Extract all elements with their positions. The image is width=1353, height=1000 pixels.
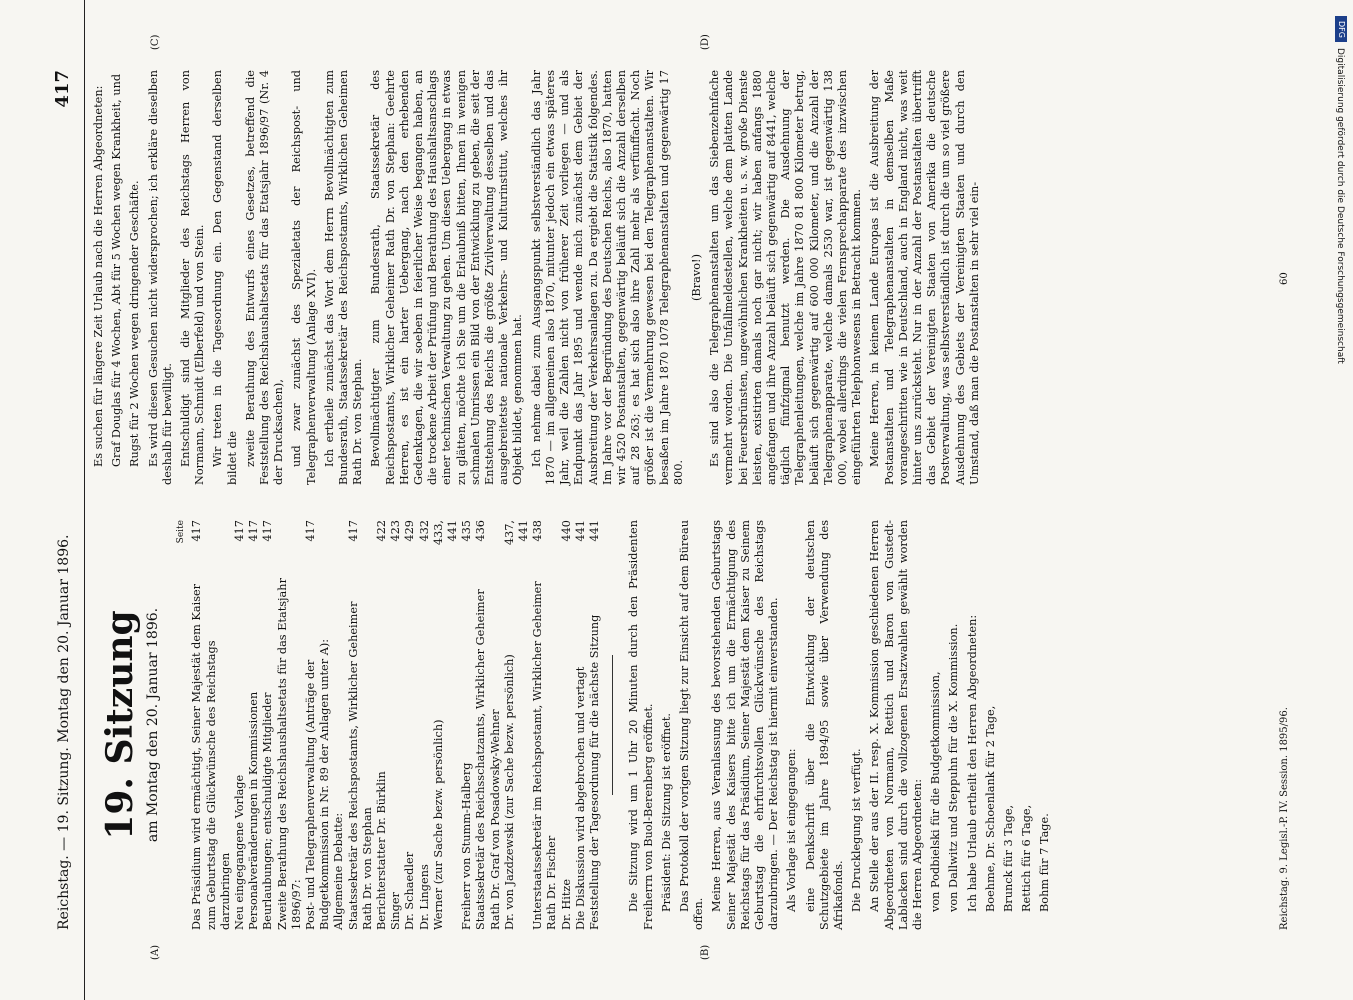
- running-head: Reichstag. — 19. Sitzung. Montag den 20. Januar 1896.: [56, 534, 72, 930]
- toc-entry: Unterstaatssekretär im Reichspostamt, Wirklicher Geheimer Rath Dr. Fischer: [531, 581, 559, 930]
- marginal-b: (B): [700, 944, 711, 960]
- toc-entry: Werner (zur Sache bezw. persönlich): [431, 719, 445, 930]
- toc-entry: Dr. Hitze: [559, 878, 573, 930]
- toc-row: [588, 520, 602, 930]
- paragraph: von Dallwitz und Steppuhn für die X. Kommission.: [947, 623, 961, 912]
- toc-page: 417: [304, 520, 318, 542]
- toc-entry: Die Diskussion wird abgebrochen und vertagt: [573, 666, 587, 930]
- toc-row: [403, 520, 417, 930]
- toc-entry: Zweite Berathung des Reichshaushaltsetats für das Etatsjahr 1896/97:: [275, 578, 303, 930]
- column-left: [92, 520, 1292, 930]
- toc-entry: Das Präsidium wird ermächtigt, Seiner Majestät dem Kaiser zum Geburtstag die Glückwünsche des Reichstags darzubringen: [190, 583, 232, 930]
- column-left-footer: Reichstag. 9. Legisl.-P. IV. Session. 1895/96.: [1278, 707, 1290, 930]
- toc-page: 429: [403, 520, 417, 542]
- marginal-a: (A): [150, 944, 161, 960]
- toc-row: [531, 520, 559, 930]
- paragraph: Es wird diesen Gesuchen nicht widersprochen; ich erkläre dieselben deshalb für bewilligt.: [146, 70, 174, 485]
- toc-row: [503, 520, 531, 930]
- toc-page: 417: [261, 520, 275, 542]
- paragraph: Bohm für 7 Tage.: [1038, 813, 1052, 912]
- toc-row: [261, 520, 275, 930]
- toc-entry: Singer: [389, 892, 403, 930]
- toc-entry: Dr. Lingens: [417, 864, 431, 930]
- toc-entry: Dr. von Jazdzewski (zur Sache bezw. persönlich): [502, 654, 516, 930]
- paragraph: Das Protokoll der vorigen Sitzung liegt zur Einsicht auf dem Büreau offen.: [677, 520, 706, 930]
- column-right-footer: 60: [1278, 272, 1290, 285]
- toc-page-label: Seite: [176, 520, 187, 544]
- page-number: 417: [52, 70, 73, 108]
- toc-page: 440: [559, 520, 573, 542]
- paragraph: Boehme, Dr. Schoenlank für 2 Tage,: [983, 705, 997, 912]
- paragraph: An Stelle der aus der II. resp. X. Kommission geschiedenen Herren Abgeordneten von Normann, Rettich und Baron von Gustedt-Lablacken sind durch die vollzogenen Ersatzwahlen gewählt worden die Herren Abgeordneten:: [868, 520, 924, 930]
- column-right: [92, 70, 1292, 485]
- digitization-credit: Digitalisierung gefördert durch die Deutsche Forschungsgemeinschaft: [1335, 48, 1345, 364]
- toc-row: [347, 520, 375, 930]
- paragraph: Meine Herren, in keinem Lande Europas ist die Ausbreitung der Postanstalten und Telegraphenanstalten in demselben Maße vorangeschritten wie in Deutschland, auch in England nicht, was weit hinter uns zurücksteht. Nur in der Anzahl der Postanstalten übertrifft das Gebiet der Vereinigten Staaten von Amerika die deutsche Postverwaltung, was selbstverständlich ist durch die um so viel größere Ausdehnung des Gebiets der Vereinigten Staaten und durch den Umstand, daß man die Postanstalten in sehr viel ein-: [868, 70, 981, 485]
- paragraph: Rugst für 2 Wochen wegen dringender Geschäfte.: [128, 180, 142, 467]
- toc-entry: Neu eingegangene Vorlage: [233, 774, 247, 930]
- table-of-contents: [190, 520, 602, 930]
- page-header: [50, 0, 85, 1000]
- paragraph: von Podbielski für die Budgetkommission,: [929, 671, 943, 912]
- toc-page: 438: [531, 520, 545, 542]
- dfg-logo: DFG: [1335, 16, 1347, 42]
- toc-row: [304, 520, 332, 930]
- toc-page: 441: [588, 520, 602, 542]
- paragraph: Graf Douglas für 4 Wochen, Abt für 5 Wochen wegen Krankheit, und: [110, 73, 124, 467]
- toc-entry: Personalveränderungen in Kommissionen: [247, 691, 261, 930]
- toc-page: 417: [190, 520, 204, 542]
- paragraph: Die Sitzung wird um 1 Uhr 20 Minuten durch den Präsidenten Freiherrn von Buol-Berenberg eröffnet.: [627, 520, 655, 930]
- toc-row: [389, 520, 403, 930]
- paragraph: Meine Herren, aus Veranlassung des bevorstehenden Geburtstags Seiner Majestät des Kaisers bitte ich um die Ermächtigung des Reichstags für das Präsidium, Seiner Majestät dem Kaiser zu Seinem Geburtstag die ehrfurchtsvollen Glückwünsche des Reichstags darzubringen. — Der Reichstag ist hiermit einverstanden.: [710, 520, 781, 930]
- toc-entry: Berichterstatter Dr. Bürklin: [375, 771, 389, 930]
- toc-page: 417: [346, 520, 360, 542]
- marginal-c: (C): [150, 34, 161, 50]
- toc-page: 437, 441: [502, 520, 531, 546]
- toc-row: [418, 520, 432, 930]
- session-date: am Montag den 20. Januar 1896.: [145, 607, 161, 843]
- paragraph: Ich ertheile zunächst das Wort dem Herrn Bevollmächtigten zum Bundesrath, Staatssekretär des Reichspostamts, Wirklichen Geheimen Rath Dr. von Stephan.: [322, 70, 365, 485]
- toc-page: 433, 441: [431, 520, 460, 546]
- paragraph: eine Denkschrift über die Entwicklung der deutschen Schutzgebiete im Jahre 1894/95 sowie über Verwendung des Afrikafonds.: [803, 520, 845, 930]
- toc-row: [460, 520, 474, 930]
- toc-page: 417: [233, 520, 247, 542]
- toc-entry: Post- und Telegraphenverwaltung (Anträge der Budgetkommission in Nr. 89 der Anlagen unter A):: [304, 638, 332, 930]
- toc-entry: Feststellung der Tagesordnung für die nächste Sitzung: [588, 614, 602, 930]
- toc-row: [190, 520, 233, 930]
- paragraph: Wir treten in die Tagesordnung ein. Den Gegenstand derselben bildet die: [211, 70, 239, 485]
- toc-page: 422: [375, 520, 389, 542]
- paragraph: Brunck für 3 Tage,: [1001, 804, 1015, 912]
- toc-page: 441: [573, 520, 587, 542]
- toc-page: 423: [389, 520, 403, 542]
- toc-row: [574, 520, 588, 930]
- column-right-body: [92, 70, 982, 485]
- toc-page: 436: [474, 520, 488, 542]
- toc-row: [332, 520, 346, 930]
- toc-row: [233, 520, 247, 930]
- paragraph: (Bravo!): [689, 254, 703, 301]
- toc-entry: Staatssekretär des Reichsschatzamts, Wirklicher Geheimer Rath Dr. Graf von Posadowsky-Wehner: [474, 589, 502, 930]
- paragraph: Ich habe Urlaub ertheilt den Herren Abgeordneten:: [965, 614, 979, 912]
- paragraph: Als Vorlage ist eingegangen:: [785, 748, 799, 912]
- paragraph: Präsident: Die Sitzung ist eröffnet.: [659, 713, 673, 912]
- paragraph: Ich nehme dabei zum Ausgangspunkt selbstverständlich das Jahr 1870 — im allgemeinen also 1870, mitunter jedoch ein etwas späteres Jahr, weil die Zahlen nicht von früherer Zeit vorliegen — und als Endpunkt das Jahr 1895 und wende mich zunächst dem Gebiet der Ausbreitung der Verkehrsanlagen zu. Da ergiebt die Statistik folgendes. Im Jahre vor der Begründung des Deutschen Reichs, also 1870, hatten wir 4520 Postanstalten, gegenwärtig beläuft sich die Anzahl derselben auf 28 263; es hat sich also ihre Zahl mehr als verfünffacht. Noch größer ist die Vermehrung gewesen bei den Telegraphenanstalten. Wir besaßen im Jahre 1870 1078 Telegraphenanstalten und gegenwärtig 17 800.: [529, 70, 685, 485]
- digitization-sidebar: [1335, 8, 1347, 992]
- toc-row: [276, 520, 304, 930]
- toc-page: 432: [417, 520, 431, 542]
- toc-row: [560, 520, 574, 930]
- toc-page: 435: [460, 520, 474, 542]
- toc-row: [474, 520, 502, 930]
- paragraph: zweite Berathung des Entwurfs eines Gesetzes, betreffend die Feststellung des Reichshaushaltsetats für das Etatsjahr 1896/97 (Nr. 4 der Drucksachen),: [243, 70, 286, 485]
- paragraph: Die Drucklegung ist verfügt.: [850, 748, 864, 912]
- marginal-d: (D): [700, 34, 711, 50]
- paragraph: und zwar zunächst des Spezialetats der Reichspost- und Telegraphenverwaltung (Anlage XVI).: [290, 70, 318, 485]
- toc-entry: Beurlaubungen; entschuldigte Mitglieder: [261, 692, 275, 930]
- toc-page: 417: [247, 520, 261, 542]
- paragraph: Bevollmächtigter zum Bundesrath, Staatssekretär des Reichspostamts, Wirklicher Geheimer Rath Dr. von Stephan: Geehrte Herren, es ist ein harter Uebergang, nach den erhebenden Gedenktagen, die wir soeben in feierlicher Weise begangen haben, an die trockene Arbeit der Prüfung und Berathung des Haushaltsanschlags einer technischen Verwaltung zu gehen. Um diesen Uebergang in etwas zu glätten, möchte ich Sie um die Erlaubniß bitten, Ihnen in wenigen schmalen Umrissen ein Bild von der Entwicklung zu geben, die seit der Entstehung des Reichs die größte Zivilverwaltung desselben und das ausgebreitetste nationale Verkehrs- und Kulturinstitut, welches ihr Objekt bildet, genommen hat.: [369, 70, 525, 485]
- toc-row: [247, 520, 261, 930]
- paragraph: Es sind also die Telegraphenanstalten um das Siebenzehnfache vermehrt worden. Die Unfallmeldestellen, welche dem platten Lande bei Feuersbrünsten, ungewöhnlichen Krankheiten u. s. w. große Dienste leisten, existirten damals noch gar nicht; wir haben anfangs 1880 angefangen und ihre Anzahl beläuft sich gegenwärtig auf 8441, welche täglich fünfzigmal benutzt werden. Die Ausdehnung der Telegraphenleitungen, welche im Jahre 1870 81 800 Kilometer betrug, beläuft sich gegenwärtig auf 600 000 Kilometer, und die Anzahl der Telegraphenapparate, welche damals 2530 war, ist gegenwärtig 138 000, wobei allerdings die vielen Fernsprechapparate des inzwischen eingeführten Telephonwesens in Betracht kommen.: [708, 70, 864, 485]
- toc-entry: Dr. Schaedler: [403, 851, 417, 930]
- toc-entry: Allgemeine Debatte:: [332, 812, 346, 930]
- toc-entry: Freiherr von Stumm-Halberg: [460, 762, 474, 930]
- paragraph: Es suchen für längere Zeit Urlaub nach die Herren Abgeordneten:: [92, 85, 105, 467]
- toc-page: [332, 520, 346, 566]
- toc-entry: Staatssekretär des Reichspostamts, Wirklicher Geheimer Rath Dr. von Stephan: [346, 601, 374, 930]
- toc-row: [432, 520, 460, 930]
- column-left-body: [627, 520, 1052, 930]
- paragraph: Rettich für 6 Tage,: [1020, 804, 1034, 912]
- toc-page: [276, 520, 304, 566]
- session-title: 19. Sitzung: [99, 610, 141, 840]
- divider: [612, 655, 613, 795]
- toc-row: [375, 520, 389, 930]
- paragraph: Entschuldigt sind die Mitglieder des Reichstags Herren von Normann, Schmidt (Elberfeld) und von Stein.: [179, 70, 207, 485]
